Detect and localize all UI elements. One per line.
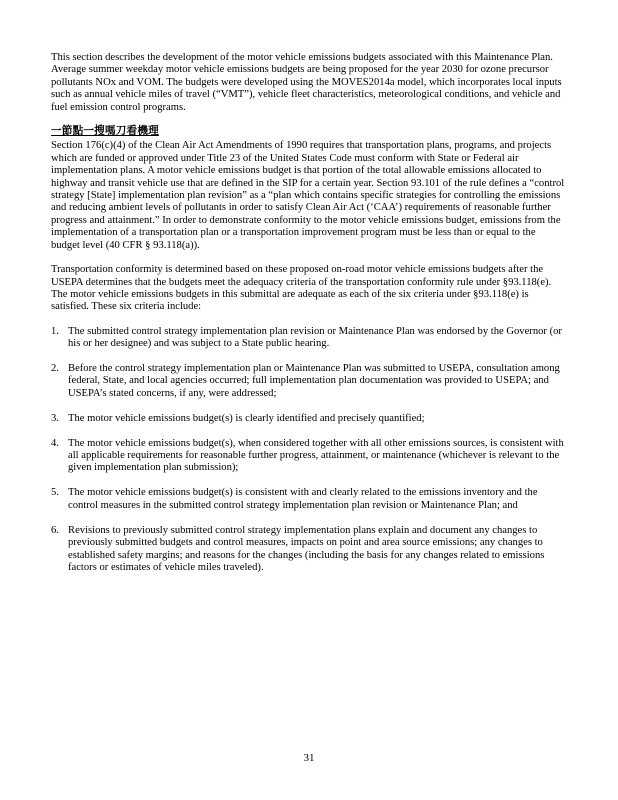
section-heading: 一節點一搜嗎刀看機理 [51,126,159,138]
list-item-number: 1. [51,325,59,337]
document-page [51,52,567,587]
list-item [51,413,567,425]
list-item-text: The motor vehicle emissions budget(s), when considered together with all other emissions sources, is consistent with all applicable requirements for reasonable further progress, attainment, or maintenance (whichever is relevant to the given implementation plan submission); [68,437,564,474]
list-item [51,438,567,475]
list-item-number: 5. [51,487,59,499]
intro-paragraph: This section describes the development of the motor vehicle emissions budgets associated with this Maintenance Plan. Average summer weekday motor vehicle emissions budgets are being proposed for the year 2030 for ozone precursor pollutants NOx and VOM. The budgets were developed using the MOVES2014a model, which incorporates local inputs such as annual vehicle miles of travel (“VMT”), vehicle fleet characteristics, meteorological conditions, and vehicle and fuel emission control programs. [51,52,562,113]
list-item-number: 2. [51,363,59,375]
list-item [51,363,567,400]
list-item-number: 4. [51,437,59,449]
list-item-text: Before the control strategy implementation plan or Maintenance Plan was submitted to USEPA, consultation among federal, State, and local agencies occurred; full implementation plan documentation was provided to USEPA; and USEPA’s stated concerns, if any, were addressed; [68,363,560,399]
section-paragraph: Section 176(c)(4) of the Clean Air Act Amendments of 1990 requires that transportation plans, programs, and projects which are funded or approved under Title 23 of the United States Code must conform with State or Federal air implementation plans. A motor vehicle emissions budget is that portion of the total allowable emissions allocated to highway and transit vehicle use that are defined in the SIP for a certain year. Section 93.101 of the rule defines a “control strategy [State] implementation plan revision” as a “plan which contains specific strategies for controlling the emissions and reducing ambient levels of pollutants in order to satisfy Clean Air Act (‘CAA’) requirements of reasonable further progress and attainment.” In order to demonstrate conformity to the motor vehicle emissions budget, emissions from the implementation of a transportation plan or a transportation improvement program must be less than or equal to the budget level (40 CFR § 93.118(a)). [51,140,565,251]
page-number: 31 [303,752,315,764]
list-item-text: The submitted control strategy implementation plan revision or Maintenance Plan was endorsed by the Governor (or his or her designee) and was subject to a State public hearing. [68,325,562,350]
list-item-number: 6. [51,524,59,536]
list-item [51,487,567,512]
list-item [51,525,567,575]
list-item [51,326,567,351]
list-item-text: Revisions to previously submitted control strategy implementation plans explain and document any changes to previously submitted budgets and control measures, impacts on point and area source emissions; any changes to established safety margins; and reasons for the changes (including the basis for any changes related to emissions factors or estimates of vehicle miles traveled). [68,524,545,573]
criteria-list [51,326,567,575]
list-item-text: The motor vehicle emissions budget(s) is clearly identified and precisely quantified; [68,412,425,424]
list-item-number: 3. [51,412,59,424]
conformity-paragraph: Transportation conformity is determined based on these proposed on-road motor vehicle emissions budgets after the USEPA determines that the budgets meet the adequacy criteria of the transportation conformity rule under §93.118(e). The motor vehicle emissions budgets in this submittal are adequate as each of the six criteria under §93.118(e) is satisfied. These six criteria include: [51,264,552,313]
list-item-text: The motor vehicle emissions budget(s) is consistent with and clearly related to the emissions inventory and the control measures in the submitted control strategy implementation plan revision or Maintenance Plan; and [68,487,538,511]
